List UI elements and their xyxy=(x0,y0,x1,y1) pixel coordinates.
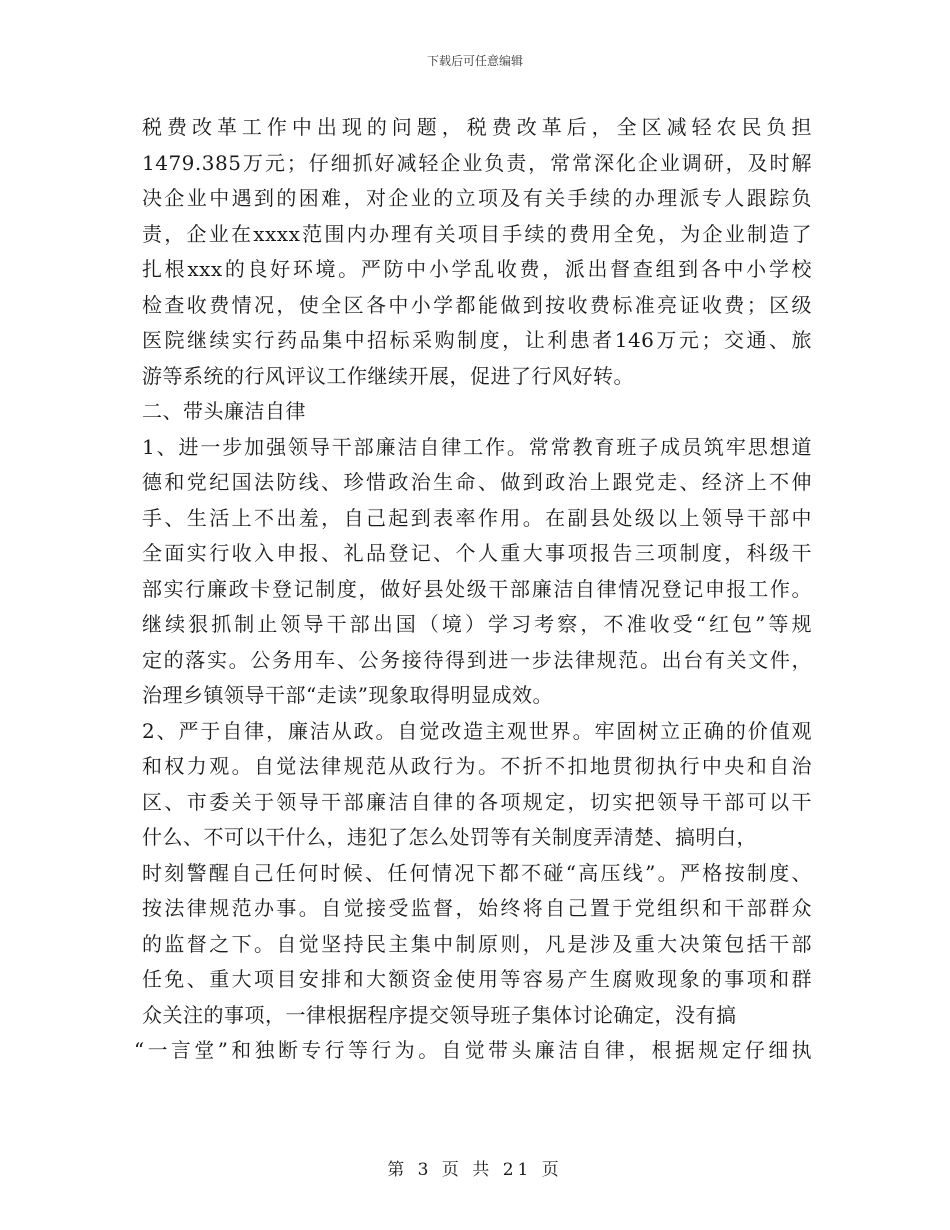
text-line: 任免、重大项目安排和大额资金使用等容易产生腐败现象的事项和群 xyxy=(142,967,812,991)
section-heading: 二、带头廉洁自律 xyxy=(142,399,306,423)
text-line: “一言堂”和独断专行等行为。自觉带头廉洁自律，根据规定仔细执 xyxy=(134,1039,812,1062)
text-line: 游等系统的行风评议工作继续开展，促进了行风好转。 xyxy=(142,363,634,388)
text-line: 税费改革工作中出现的问题，税费改革后，全区减轻农民负担 xyxy=(142,115,812,139)
text-line: 的监督之下。自觉坚持民主集中制原则，凡是涉及重大决策包括干部 xyxy=(142,931,812,956)
page-header: 下载后可任意编辑 xyxy=(426,54,523,68)
text-line: 区、市委关于领导干部廉洁自律的各项规定，切实把领导干部可以干 xyxy=(142,789,812,814)
text-line: 决企业中遇到的困难，对企业的立项及有关手续的办理派专人跟踪负 xyxy=(142,186,812,210)
text-line: 和权力观。自觉法律规范从政行为。不折不扣地贯彻执行中央和自治 xyxy=(142,754,812,778)
text-line: 继续狠抓制止领导干部出国（境）学习考察，不准收受“红包”等规 xyxy=(142,612,812,636)
text-line: 全面实行收入申报、礼品登记、个人重大事项报告三项制度，科级干 xyxy=(142,541,812,565)
text-line: 2、严于自律，廉洁从政。自觉改造主观世界。牢固树立正确的价值观 xyxy=(142,718,812,743)
document-body xyxy=(134,110,812,1069)
text-line: 手、生活上不出羞，自己起到表率作用。在副县处级以上领导干部中 xyxy=(142,505,812,530)
text-line: 什么、不可以干什么，违犯了怎么处罚等有关制度弄清楚、搞明白， xyxy=(142,825,757,849)
text-line: 检查收费情况，使全区各中小学都能做到按收费标准亮证收费；区级 xyxy=(142,292,812,317)
text-line: 治理乡镇领导干部“走读”现象取得明显成效。 xyxy=(142,683,553,707)
text-line: 按法律规范办事。自觉接受监督，始终将自己置于党组织和干部群众 xyxy=(142,896,812,920)
text-line: 1、进一步加强领导干部廉洁自律工作。常常教育班子成员筑牢思想道 xyxy=(142,434,812,459)
page-footer: 第 3 页 共 21 页 xyxy=(387,1160,563,1180)
text-line: 医院继续实行药品集中招标采购制度，让利患者146万元；交通、旅 xyxy=(142,328,812,352)
text-line: 时刻警醒自己任何时候、任何情况下都不碰“高压线”。严格按制度、 xyxy=(142,860,812,885)
text-line: 1479.385万元；仔细抓好减轻企业负责，常常深化企业调研，及时解 xyxy=(142,150,812,175)
text-line: 定的落实。公务用车、公务接待得到进一步法律规范。出台有关文件， xyxy=(142,647,812,672)
text-line: 扎根xxx的良好环境。严防中小学乱收费，派出督查组到各中小学校 xyxy=(142,257,812,281)
text-line: 德和党纪国法防线、珍惜政治生命、做到政治上跟党走、经济上不伸 xyxy=(142,470,812,494)
text-line: 责，企业在xxxx范围内办理有关项目手续的费用全免，为企业制造了 xyxy=(142,221,812,246)
text-line: 部实行廉政卡登记制度，做好县处级干部廉洁自律情况登记申报工作。 xyxy=(142,576,812,601)
text-line: 众关注的事项，一律根据程序提交领导班子集体讨论确定，没有搞 xyxy=(142,1002,737,1027)
